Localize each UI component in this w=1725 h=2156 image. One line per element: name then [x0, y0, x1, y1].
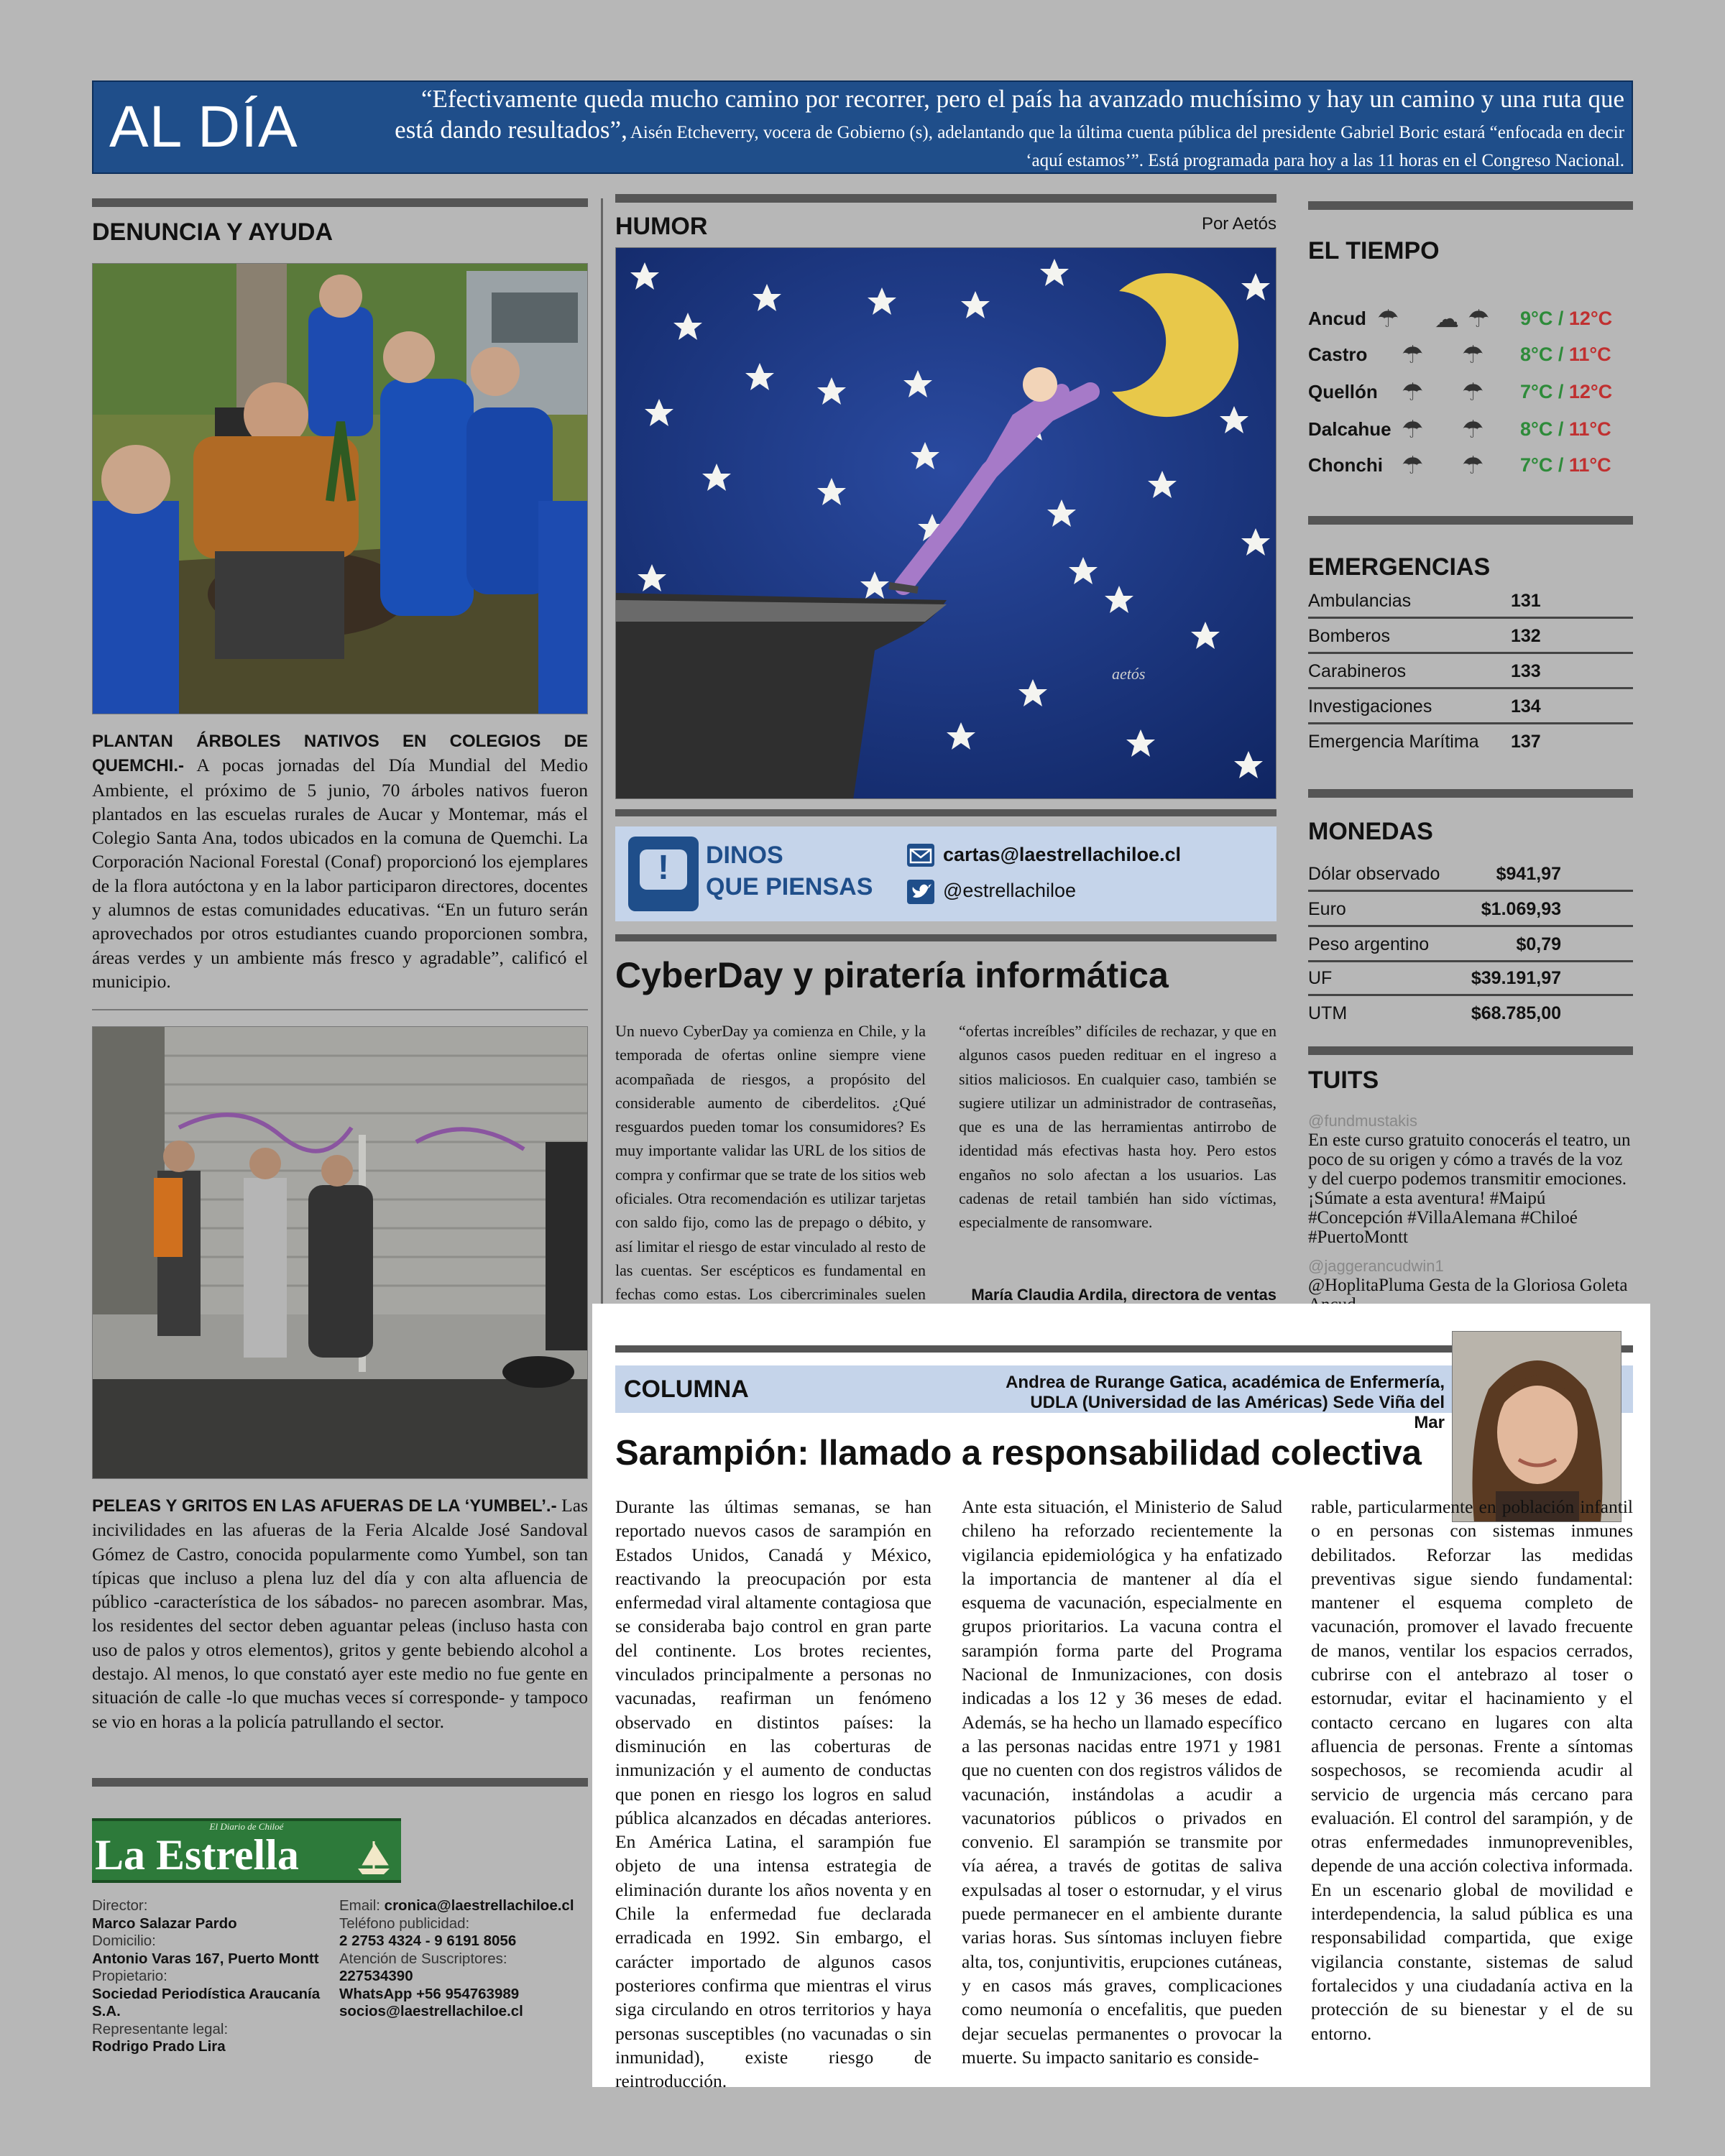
banner-source: Aisén Etcheverry, vocera de Gobierno (s), adelantando que la última cuenta pública del presidente Gabriel Boric estará “enfocada en decir ‘aquí estamos’”. Está programada para hoy a las 11 horas en el Congreso Nacional. [630, 123, 1624, 170]
weather-row [1308, 338, 1624, 374]
feria-yumbel-photo [92, 1026, 588, 1479]
imprint-director: Marco Salazar Pardo [92, 1915, 237, 1932]
tuit-item [1308, 1111, 1633, 1247]
author-portrait [1452, 1331, 1622, 1522]
rain-cloud-icon: ☂ [1402, 416, 1424, 443]
emergency-row [1308, 584, 1633, 619]
temp-min: 8°C [1520, 344, 1553, 365]
masthead-name: La Estrella [95, 1831, 299, 1879]
banner-title: AL DÍA [109, 94, 298, 160]
article-title: CyberDay y piratería informática [615, 955, 1169, 995]
currency-label: Euro [1308, 899, 1346, 919]
tuit-text: En este curso gratuito conocerás el teatro, un poco de su origen y cómo a través de la voz y del cuerpo podemos transmitir emociones. ¡Súmate a esta aventura! #Maipú #Concepción #VillaAlemana #Chiloé #PuertoMontt [1308, 1130, 1631, 1247]
imprint-subs-key: Atención de Suscriptores: [339, 1950, 507, 1967]
rain-cloud-icon: ☂ [1462, 452, 1484, 479]
temp-min: 8°C [1520, 418, 1553, 440]
emergency-row [1308, 619, 1633, 654]
currency-label: Dólar observado [1308, 864, 1440, 884]
weather-row [1308, 302, 1624, 338]
banner-quote-block [381, 82, 1624, 176]
currency-label: UTM [1308, 1003, 1348, 1023]
contact-title [706, 839, 873, 903]
weather-temp: 7°C / 11°C [1520, 454, 1611, 476]
imprint-phone: 2 2753 4324 - 9 6191 8056 [339, 1932, 517, 1949]
tuits-label: TUITS [1308, 1067, 1379, 1094]
humor-label: HUMOR [615, 213, 708, 240]
columna-col1: Durante las últimas semanas, se han reportado nuevos casos de sarampión en Estados Unidos, Canadá y México, reactivando la preocupación por esta enfermedad viral altamente contagiosa que se consideraba bajo control en gran parte del continente. Los brotes recientes, vinculados principalmente a personas no vacunadas, reafirman un fenómeno observado en distintos países: la disminución en las coberturas de inmunización y el aumento de conductas que ponen en riesgo los logros en salud pública alcanzados en décadas anteriores. En América Latina, el sarampión fue objeto de una intensa estrategia de eliminación durante los años noventa y en Chile la enfermedad fue declarada erradicada en 1992. Sin embargo, el carácter importado de algunos casos posteriores confirma que mientras el virus siga circulando en otros territorios y haya personas susceptibles (no vacunadas o sin inmunidad), existe riesgo de reintroducción. [615, 1496, 932, 2092]
article-byline: María Claudia Ardila, directora de ventas [971, 1286, 1276, 1304]
imprint-right [339, 1897, 598, 2021]
currency-value: $39.191,97 [1471, 968, 1561, 988]
emergencias-label: EMERGENCIAS [1308, 553, 1491, 581]
monedas-label: MONEDAS [1308, 818, 1433, 845]
imprint-legal-key: Representante legal: [92, 2020, 229, 2037]
temp-min: 9°C [1520, 308, 1553, 329]
currency-row [1308, 857, 1633, 892]
temp-max: 12°C [1568, 308, 1613, 329]
weather-row [1308, 448, 1624, 484]
article-col2: “ofertas increíbles” difíciles de rechazar, y que en algunos casos pueden redituar en el ingreso a sitios maliciosos. En cualquier caso, también se sugiere utilizar un administrador de contraseñas, que es una de las herramientas antirrobo de identidad más efectivas hasta hoy. Pero estos engaños no solo afectan a los usuarios. Las cadenas de retail también han sido víctimas, especialmente de ransomware. [959, 1022, 1276, 1232]
currency-row [1308, 892, 1633, 927]
feria-illustration [93, 1027, 588, 1479]
right-rule [1308, 516, 1633, 525]
tree-planting-photo [92, 263, 588, 714]
imprint-phone-key: Teléfono publicidad: [339, 1915, 470, 1932]
weather-city: Dalcahue [1308, 418, 1392, 440]
currency-row [1308, 961, 1633, 996]
cartoon-signature: aetós [1112, 665, 1146, 683]
currency-value: $941,97 [1496, 864, 1561, 884]
weather-city: Ancud [1308, 308, 1366, 329]
contact-email[interactable]: cartas@laestrellachiloe.cl [943, 844, 1182, 865]
rain-cloud-icon: ☂ [1402, 341, 1424, 369]
email-icon [907, 844, 934, 867]
imprint-domicilio: Antonio Varas 167, Puerto Montt [92, 1950, 319, 1967]
currency-row [1308, 927, 1633, 962]
temp-max: 12°C [1568, 381, 1613, 402]
emergency-label: Carabineros [1308, 661, 1407, 681]
portrait-illustration [1453, 1332, 1622, 1522]
temp-max: 11°C [1568, 418, 1611, 440]
imprint-email-key: Email: [339, 1897, 380, 1914]
emergency-row [1308, 689, 1633, 724]
imprint-email[interactable]: cronica@laestrellachiloe.cl [384, 1897, 574, 1914]
cartoon-illustration [616, 248, 1276, 799]
emergency-number[interactable]: 134 [1511, 696, 1541, 717]
weather-row [1308, 413, 1624, 448]
story-yumbel-text: Las incivilidades en las afueras de la Feria Alcalde José Sandoval Gómez de Castro, conocida popularmente como Yumbel, son tan típicas que incluso a plena luz del día y con alta afluencia de público -característica de los sábados- no parecen asombrar. Mas, los residentes del sector deben aguantar peleas (incluso hasta con uso de palos y otros elementos), gritos y gente bebiendo alcohol a destajo. Al menos, lo que constató ayer este medio no fue gente en situación de calle -lo que muchas veces sí corresponde- y tampoco se vio en horas a la policía patrullando el sector. [92, 1495, 588, 1732]
right-rule [1308, 789, 1633, 798]
weather-temp: 9°C / 12°C [1520, 308, 1613, 329]
divider [92, 1009, 588, 1010]
contact-title-1: DINOS [706, 842, 783, 869]
tuit-handle[interactable]: @fundmustakis [1308, 1112, 1417, 1130]
rain-cloud-icon: ☂ [1462, 379, 1484, 406]
tree-planting-illustration [93, 264, 588, 714]
weather-city: Quellón [1308, 381, 1378, 402]
columna-title: Sarampión: llamado a responsabilidad colectiva [615, 1434, 1422, 1473]
emergency-number[interactable]: 131 [1511, 591, 1541, 611]
left-rule-bottom [92, 1778, 588, 1787]
tuit-text: @HoplitaPluma Gesta de la Gloriosa Goleta [1308, 1276, 1628, 1295]
imprint-director-key: Director: [92, 1897, 148, 1914]
currency-value: $0,79 [1516, 934, 1561, 954]
article-col1: Un nuevo CyberDay ya comienza en Chile, y la temporada de ofertas online siempre viene acompañada de riesgos, a propósito del considerable aumento de ciberdelitos. ¿Qué resguardos pueden tomar los consumidores? Es muy importante validar las URL de los sitios de compra y confirmar que se trate de los sitios web oficiales. Otra recomendación es utilizar tarjetas con saldo fijo, como las de prepago o débito, y así limitar el riesgo de estar vinculado al resto de las cuentas. Ser escépticos es fundamental en fechas como estas. Los cibercriminales suelen [615, 1022, 926, 1304]
contact-title-2: QUE PIENSAS [706, 873, 873, 900]
columna-col3: rable, particularmente en población infantil o en personas con sistemas inmunes debilitados. Reforzar las medidas preventivas sigue siendo fundamental: mantener el esquema completo de vacunación, promover el lavado frecuente de manos, ventilar los espacios cerrados, cubrirse con el antebrazo al toser o estornudar, evitar el hacinamiento y el contacto cercano en lugares con alta afluencia de personas. Frente a síntomas sospechosos, se recomienda acudir al servicio de urgencia más cercano para evaluación. El control del sarampión, y de otras enfermedades inmunoprevenibles, depende de una acción colectiva informada. En un escenario global de movilidad e interdependencia, la salud pública es una responsabilidad compartida, que exige vigilancia constante, sistemas de salud fortalecidos y una ciudadanía activa en la protección de su bienestar y el de su entorno. [1311, 1496, 1633, 2044]
rain-cloud-icon: ☂ [1462, 341, 1484, 369]
imprint-propietario: Sociedad Periodística Araucanía S.A. [92, 1985, 321, 2019]
rain-cloud-icon: ☂ [1402, 452, 1424, 479]
vertical-divider [601, 198, 603, 1305]
emergency-label: Emergencia Marítima [1308, 732, 1479, 752]
columna-label: COLUMNA [624, 1376, 749, 1403]
temp-max: 11°C [1568, 454, 1611, 476]
weather-temp: 7°C / 12°C [1520, 381, 1613, 402]
currency-label: UF [1308, 968, 1333, 988]
imprint-legal: Rodrigo Prado Lira [92, 2038, 226, 2055]
article-rule [615, 934, 1276, 941]
temp-max: 11°C [1568, 344, 1611, 365]
imprint-whatsapp: +56 954763989 [416, 1985, 520, 2002]
weather-city: Chonchi [1308, 454, 1383, 476]
currency-row [1308, 996, 1633, 1031]
emergency-label: Bomberos [1308, 626, 1390, 646]
masthead-kicker: El Diario de Chiloé [209, 1821, 284, 1832]
rain-cloud-icon: ☂ [1468, 305, 1490, 333]
currency-label: Peso argentino [1308, 934, 1430, 954]
imprint-propietario-key: Propietario: [92, 1968, 167, 1984]
contact-box [615, 826, 1276, 921]
emergency-number[interactable]: 132 [1511, 626, 1541, 646]
weather-temp: 8°C / 11°C [1520, 418, 1611, 440]
emergency-number[interactable]: 137 [1511, 732, 1541, 752]
weather-label: EL TIEMPO [1308, 237, 1440, 264]
emergency-label: Ambulancias [1308, 591, 1412, 611]
contact-twitter[interactable]: @estrellachiloe [943, 880, 1076, 901]
imprint-subs: 227534390 [339, 1968, 413, 1984]
right-rule [1308, 201, 1633, 210]
speech-bubble-icon: ! [628, 837, 699, 911]
imprint-left [92, 1897, 336, 2056]
center-rule [615, 194, 1276, 203]
masthead-logo [92, 1818, 401, 1883]
columna-author: Andrea de Rurange Gatica, académica de Enfermería, UDLA (Universidad de las Américas) Sede Viña del Mar [1006, 1373, 1445, 1432]
story-trees-headline: PLANTAN ÁRBOLES NATIVOS EN COLEGIOS DE QUEMCHI.- [92, 732, 588, 776]
banner-quote: “Efectivamente queda mucho camino por recorrer, pero el país ha avanzado muchísimo y hay un camino y una ruta que está dando resultados”, [395, 85, 1624, 144]
imprint-socios[interactable]: socios@laestrellachiloe.cl [339, 2003, 523, 2019]
al-dia-banner [92, 80, 1633, 174]
ship-icon [352, 1835, 395, 1879]
weather-city: Castro [1308, 344, 1368, 365]
tuit-handle[interactable]: @jaggerancudwin1 [1308, 1257, 1444, 1275]
twitter-icon [907, 880, 934, 904]
temp-min: 7°C [1520, 381, 1553, 402]
left-rule [92, 198, 588, 207]
rain-cloud-icon: ☂ [1402, 379, 1424, 406]
section-denuncia: DENUNCIA Y AYUDA [92, 218, 334, 246]
rain-cloud-icon: ☂ [1377, 305, 1399, 333]
humor-author: Por Aetós [1201, 214, 1276, 234]
weather-row [1308, 375, 1624, 411]
story-yumbel [92, 1493, 588, 1733]
currency-value: $68.785,00 [1471, 1003, 1561, 1023]
emergency-label: Investigaciones [1308, 696, 1432, 717]
emergency-number[interactable]: 133 [1511, 661, 1541, 681]
imprint-whatsapp-key: WhatsApp [339, 1985, 413, 2002]
columna-col2: Ante esta situación, el Ministerio de Salud chileno ha reforzado recientemente la vigilancia epidemiológica y ha enfatizado la importancia de mantener al día el esquema de vacunación, especialmente en grupos prioritarios. La vacuna contra el sarampión forma parte del Programa Nacional de Inmunizaciones, con dosis indicadas a los 12 y 36 meses de edad. Además, se ha hecho un llamado específico a las personas nacidas entre 1971 y 1981 que no cuenten con dos registros válidos de vacunación, instándolas a acudir a vacunatorios públicos o privados en convenio. El sarampión se transmite por vía aérea, a través de gotitas de saliva expulsadas al toser o estornudar, y el virus puede permanecer en el ambiente durante varias horas. Sus síntomas incluyen fiebre alta, tos, conjuntivitis, erupciones cutáneas, y en casos más graves, complicaciones como neumonía o encefalitis, que pueden dejar secuelas permanentes o provocar la muerte. Su impacto sanitario es conside- [962, 1496, 1282, 2068]
contact-rule [615, 809, 1276, 816]
humor-cartoon [615, 247, 1276, 799]
right-rule [1308, 1046, 1633, 1055]
story-trees [92, 729, 588, 993]
story-trees-text: A pocas jornadas del Día Mundial del Medio Ambiente, el próximo de 5 junio, 70 árboles nativos fueron plantados en las escuelas rurales de Aucar y Montemar, más el Colegio Santa Ana, todos ubicados en la comuna de Quemchi. La Corporación Nacional Forestal (Conaf) proporcionó los ejemplares de la flora autóctona y en la labor participaron directores, docentes y alumnos de estas comunidades educativas. “En un futuro serán aprovechados por otros estudiantes cuando proporcionen sombra, áreas verdes y un ambiente más fresco y agradable”, calificó el municipio. [92, 755, 588, 992]
rain-cloud-icon: ☂ [1462, 416, 1484, 443]
emergency-row [1308, 724, 1633, 760]
emergency-row [1308, 654, 1633, 689]
imprint-domicilio-key: Domicilio: [92, 1932, 156, 1949]
wind-cloud-icon: ☁ [1435, 305, 1459, 333]
temp-min: 7°C [1520, 454, 1553, 476]
currency-value: $1.069,93 [1481, 899, 1561, 919]
weather-temp: 8°C / 11°C [1520, 344, 1611, 365]
story-yumbel-headline: PELEAS Y GRITOS EN LAS AFUERAS DE LA ‘YUMBEL’.- [92, 1496, 557, 1516]
